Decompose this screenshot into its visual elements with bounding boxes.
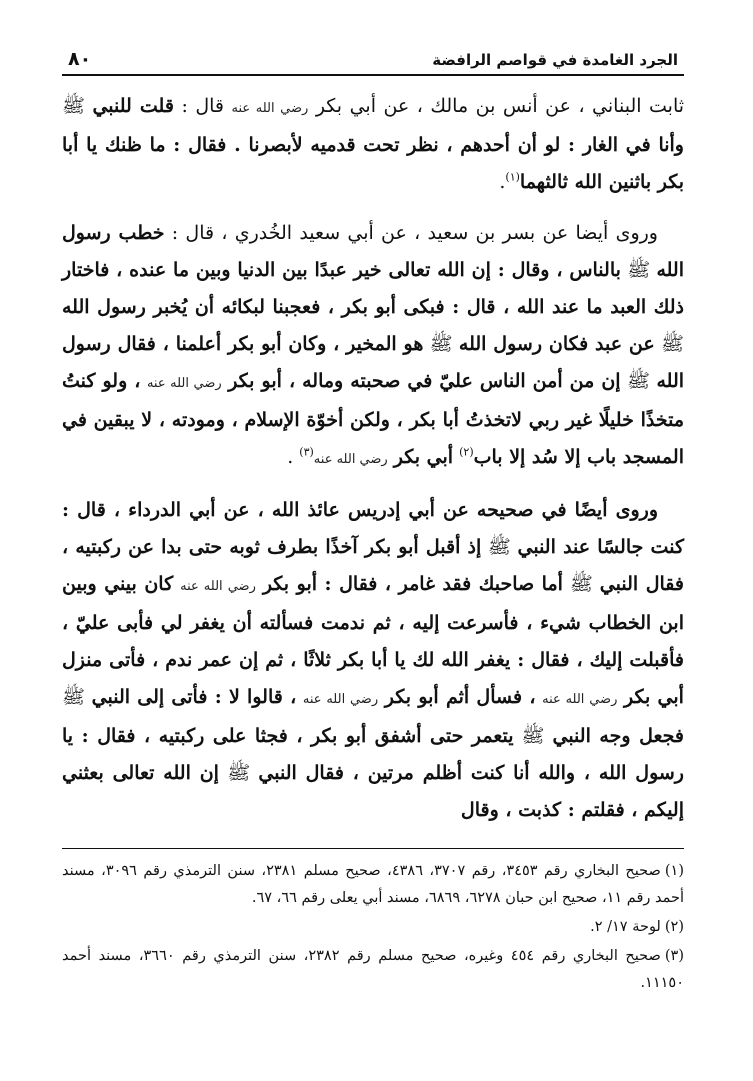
- p2-text-g: ، ولو كنتُ متخذًا خليلًا غير ربي لاتخذتُ أبا بكر ، ولكن أخوّة الإسلام ، ومودته ، لا يبقين في المسجد باب إلا سُد إلا باب: [62, 370, 684, 468]
- p1-text-b: قال :: [181, 95, 225, 117]
- footnote-3: [62, 943, 684, 997]
- footnote-ref-3[interactable]: (٣): [299, 445, 314, 459]
- footnote-number: (١): [664, 863, 684, 879]
- p2-text-c: بالناس ، وقال : إن الله تعالى خير عبدًا بين الدنيا وبين ما عنده ، فاختار ذلك العبد ما عند الله ، قال : فبكى أبو بكر ، فعجبنا لبكائه أن يُخبر رسول الله: [62, 259, 684, 318]
- salawat-honorific: ﷺ: [227, 762, 251, 784]
- page: [62, 40, 684, 843]
- p2-text-d: عن عبد فكان رسول الله: [458, 333, 655, 355]
- salawat-honorific: ﷺ: [569, 573, 593, 595]
- footnote-2: [62, 914, 684, 941]
- footnotes: [62, 858, 684, 999]
- footnote-text: صحيح البخاري رقم ٤٥٤ وغيره، صحيح مسلم رقم ٢٣٨٢، سنن الترمذي رقم ٣٦٦٠، مسند أحمد ١١١٥٠.: [62, 948, 684, 991]
- running-title: الجرد الغامدة في قواصم الرافضة: [432, 51, 678, 69]
- p3-text-b: إذ أقبل أبو بكر آخذًا بطرف ثوبه حتى بدا عن ركبتيه ، فقال النبي: [62, 536, 684, 595]
- paragraph-1: [62, 88, 684, 201]
- salawat-honorific: ﷺ: [429, 333, 453, 355]
- radiallah-honorific: رضي الله عنه: [542, 692, 618, 707]
- p3-text-e: ، فسأل أثم أبو بكر: [384, 686, 536, 708]
- radiallah-honorific: رضي الله عنه: [180, 579, 256, 594]
- radiallah-honorific: رضي الله عنه: [302, 692, 379, 707]
- footnote-number: (٢): [664, 919, 684, 935]
- p3-text-c: أما صاحبك فقد غامر ، فقال : أبو بكر: [262, 573, 563, 595]
- footnote-ref-2[interactable]: (٢): [459, 445, 474, 459]
- salawat-honorific: ﷺ: [627, 370, 650, 392]
- paragraph-3: [62, 492, 684, 829]
- p2-text-h: أبي بكر: [393, 446, 454, 468]
- p3-text-g: فجعل وجه النبي: [552, 725, 684, 747]
- radiallah-honorific: رضي الله عنه: [313, 452, 388, 467]
- salawat-honorific: ﷺ: [62, 95, 85, 117]
- salawat-honorific: ﷺ: [62, 686, 85, 708]
- running-header: [62, 40, 684, 76]
- p1-end: .: [499, 171, 506, 193]
- salawat-honorific: ﷺ: [487, 536, 511, 558]
- radiallah-honorific: رضي الله عنه: [231, 101, 309, 116]
- p1-text-c: قلت للنبي: [92, 95, 174, 117]
- salawat-honorific: ﷺ: [521, 725, 545, 747]
- footnote-text: لوحة ١٧/ ٢.: [590, 919, 661, 935]
- p3-text-a: وروى أيضًا في صحيحه عن أبي إدريس عائذ الله ، عن أبي الدرداء ، قال : كنت جالسًا عند النبي: [62, 499, 684, 558]
- footnote-1: [62, 858, 684, 912]
- body-text: [62, 88, 684, 829]
- footnote-text: صحيح البخاري رقم ٣٤٥٣، رقم ٣٧٠٧، ٤٣٨٦، صحيح مسلم ٢٣٨١، سنن الترمذي رقم ٣٠٩٦، مسند أحمد رقم ١١، صحيح ابن حبان ٦٢٧٨، ٦٨٦٩، مسند أبي يعلى رقم ٦٦، ٦٧.: [62, 863, 684, 906]
- p2-text-f: إن من أمن الناس عليّ في صحبته وماله ، أبو بكر: [228, 370, 621, 392]
- footnote-number: (٣): [664, 948, 684, 964]
- radiallah-honorific: رضي الله عنه: [146, 376, 222, 391]
- p3-text-f: ، قالوا لا : فأتى إلى النبي: [91, 686, 297, 708]
- p3-text-d: كان بيني وبين ابن الخطاب شيء ، فأسرعت إليه ، ثم ندمت فسألته أن يغفر لي فأبى عليّ ، فأقبلت إليك ، فقال : يغفر الله لك يا أبا بكر ثلاثًا ، ثم إن عمر ندم ، فأتى منزل أبي بكر: [62, 573, 684, 708]
- paragraph-2: [62, 215, 684, 478]
- footnote-separator: [62, 848, 684, 849]
- footnote-ref-1[interactable]: (١): [505, 170, 520, 184]
- p1-text-a: ثابت البناني ، عن أنس بن مالك ، عن أبي بكر: [315, 95, 685, 117]
- p2-text-a: وروى أيضا عن بسر بن سعيد ، عن أبي سعيد الخُدري ، قال :: [171, 222, 658, 244]
- salawat-honorific: ﷺ: [627, 259, 651, 281]
- p3-text-h: يتعمر حتى أشفق أبو بكر ، فجثا على ركبتيه ، فقال : يا رسول الله ، والله أنا كنت أظلم مرتين ، فقال النبي: [62, 725, 684, 784]
- p3-text-i: إن الله تعالى بعثني إليكم ، فقلتم : كذبت ، وقال: [62, 762, 684, 821]
- p2-text-b: خطب رسول الله: [62, 222, 684, 281]
- p2-text-e: هو المخير ، وكان أبو بكر أعلمنا ، فقال رسول الله: [62, 333, 685, 392]
- p2-end: .: [287, 446, 300, 468]
- p1-text-d: وأنا في الغار : لو أن أحدهم ، نظر تحت قدميه لأبصرنا . فقال : ما ظنك يا أبا بكر باثنين الله ثالثهما: [62, 134, 684, 193]
- page-number: ٨٠: [68, 48, 92, 70]
- salawat-honorific: ﷺ: [661, 333, 684, 355]
